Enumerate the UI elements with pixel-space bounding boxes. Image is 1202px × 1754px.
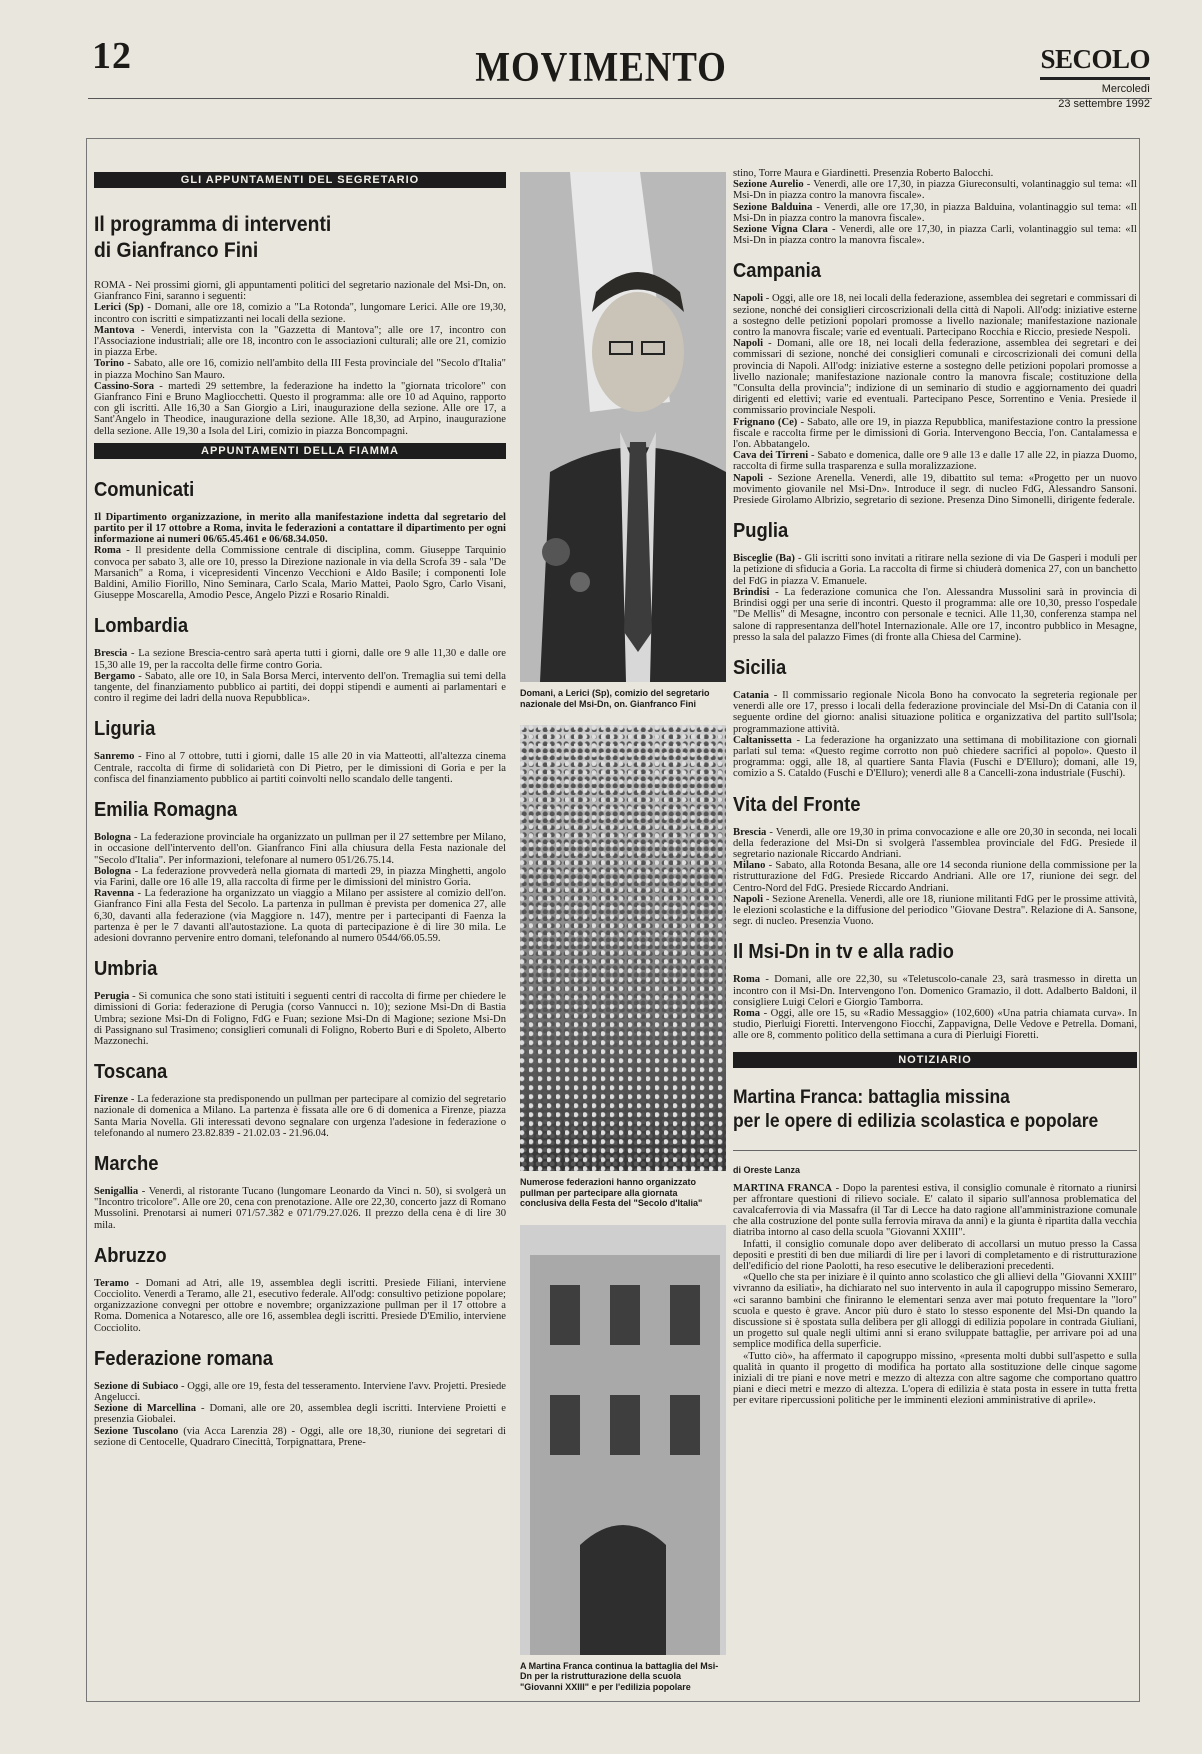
heading-umbria: Umbria [94, 958, 158, 981]
heading-tv-radio: Il Msi-Dn in tv e alla radio [733, 941, 954, 964]
paragraph-caltanissetta [733, 735, 1137, 780]
text-roma-radio: - Oggi, alle ore 15, su «Radio Messaggio» (102,600) «Una patria chiamata curva». In studio, Pierluigi Fioretti. Intervengono Fiocchi, Zappavigna, Delle Vedove e Petrella. Domani, alle ore 8, commento politico della settimana a cura di Pierluigi Fioretti. [733, 1007, 1137, 1042]
paragraph-brescia [94, 648, 506, 670]
label-balduina: Sezione Balduina [733, 201, 813, 213]
paragraph-martina-2: Infatti, il consiglio comunale dopo aver deliberato di accollarsi un mutuo presso la Cassa depositi e prestiti di ben due miliardi di lire per i lavori di completamento e di ristrutturazione dell'edificio del rione Paolotti, ha reso esecutive le deliberazioni precedenti. [733, 1238, 1137, 1272]
text-firenze: - La federazione sta predisponendo un pullman per partecipare al comizio del segretario nazionale di domenica a Milano. La partenza è fissata alle ore 6 di domenica a Firenze, piazza Santa Maria Novella. Gli interessati devono segnalare con urgenza l'adesione in federazione o telefonando al numero 23.82.839 - 21.02.03 - 21.96.04. [94, 1094, 506, 1139]
paragraph-bologna [94, 832, 506, 866]
heading-emilia-romagna: Emilia Romagna [94, 799, 238, 822]
photo-column [520, 172, 726, 1702]
paragraph-mantova [94, 325, 506, 359]
text-marcellina: - Domani, alle ore 20, assemblea degli iscritti. Interviene Proietti e presenzia Giobalei. [94, 1403, 506, 1426]
text-cava: - Sabato e domenica, dalle ore 9 alle 13 e dalle 17 alle 22, in piazza Duomo, raccolta di firme sulla trasparenza e sulla moralizzazione. [733, 450, 1137, 473]
label-bisceglie: Bisceglie (Ba) [733, 553, 795, 565]
paragraph-martina-1 [733, 1183, 1137, 1239]
text-catania: - Il commissario regionale Nicola Bono ha convocato la segreteria regionale per venerdì alle ore 17, presso i locali della federazione provinciale del Msi-Dn di Catania con il seguente ordine del giorno: analisi situazione politica e organizzativa del partito sull'Isola; programmazione attività. [733, 689, 1137, 735]
paragraph-napoli [733, 293, 1137, 338]
paragraph-frignano [733, 417, 1137, 451]
label-milano: Milano [733, 860, 766, 872]
label-aurelio: Sezione Aurelio [733, 179, 804, 191]
label-lerici: Lerici (Sp) [94, 302, 144, 314]
label-firenze: Firenze [94, 1094, 128, 1106]
paragraph-martina-4: «Tutto ciò», ha affermato il capogruppo missino, «presenta molti dubbi sull'aspetto e sulla qualità in quanto il progetto di modifica ha portato alla sostituzione delle cinque sagome iniziali di tre piani e nove metri e mezzo di altezza con altre sagome che comportano quattro piani e dieci metri e mezzo di altezza. L'opera di edilizia è stata posta in essere in tutta fretta per evitare ripercussioni politiche per le imminenti elezioni amministrative di aprile». [733, 1350, 1137, 1407]
text-brescia: - La sezione Brescia-centro sarà aperta tutti i giorni, dalle ore 9 alle 11,30 e dalle ore 15,30 alle 19, per la raccolta delle firme contro Goria. [94, 648, 506, 671]
label-roma-radio: Roma [733, 1007, 761, 1019]
text-caltanissetta: - La federazione ha organizzato una settimana di mobilitazione con giornali parlati sul tema: «Questo regime corrotto non può chiedere sacrifici al popolo». Questo il programma: oggi, alle 18, al quartiere Santa Flavia (Fuschi e D'Elluro); domani, alle 19, comizio a S. Cataldo (Fuschi e D'Elluro); venerdì alle 8 a Cancelli-zona industriale (Fuschi). [733, 734, 1137, 780]
text-ravenna: - La federazione ha organizzato un viaggio a Milano per assistere al comizio dell'on. Gianfranco Fini alla Festa del Secolo. La partenza in pullman è prevista per domenica 27, alle 6,30, davanti alla federazione (via Maggiore n. 147), mentre per i partecipanti di Faenza la partenza è per le 7 davanti all'autostazione. La quota di partecipazione è di lire 30 mila. Le adesioni dovranno pervenire entro domani, telefonando al numero 0544/66.05.59. [94, 888, 506, 944]
paragraph-roma-disciplina [94, 545, 506, 601]
text-bisceglie: - Gli iscritti sono invitati a ritirare nella sezione di via De Gasperi i moduli per la petizione di sfiducia a Goria. La raccolta di firme si chiuderà domenica 27, con un banchetto del FdG in piazza V. Emanuele. [733, 553, 1137, 587]
page-number: 12 [92, 35, 132, 77]
right-column [733, 168, 1137, 1698]
label-brindisi: Brindisi [733, 586, 770, 598]
label-senigallia: Senigallia [94, 1185, 139, 1197]
label-catania: Catania [733, 689, 769, 701]
paragraph-cava [733, 450, 1137, 472]
kicker-segretario: GLI APPUNTAMENTI DEL SEGRETARIO [94, 172, 506, 188]
label-napoli-2: Napoli [733, 338, 764, 350]
heading-abruzzo: Abruzzo [94, 1244, 167, 1267]
headline-martina-franca [733, 1086, 1105, 1134]
label-teramo: Teramo [94, 1277, 129, 1289]
byline: di Oreste Lanza [733, 1164, 801, 1175]
heading-toscana: Toscana [94, 1061, 168, 1084]
label-mantova: Mantova [94, 324, 135, 336]
paragraph-brindisi [733, 587, 1137, 643]
text-napoli-3: - Sezione Arenella. Venerdì, alle 19, dibattito sul tema: «Progetto per un nuovo movimento giovanile nel Msi-Dn». Introduce il segr. di nucleo FdG, Alessandro Sansoni. Presiede Girolamo Albrizio, segretario di sezione. Presenza Dino Simonelli, dirigente federale. [733, 472, 1137, 507]
text-vigna-clara: - Venerdì, alle ore 17,30, in piazza Carli, volantinaggio sul tema: «Il Msi-Dn in piazza contro la manovra fiscale». [733, 224, 1137, 247]
paragraph-vigna-clara [733, 224, 1137, 246]
paragraph-napoli-4 [733, 894, 1137, 928]
caption-school: A Martina Franca continua la battaglia del Msi-Dn per la ristrutturazione della scuola "Giovanni XXIII" e per l'edilizia popolare [520, 1660, 719, 1692]
text-mantova: - Venerdì, intervista con la "Gazzetta di Mantova"; alle ore 17, incontro con l'Associazione industriali; alle ore 18, incontro con le associazioni culturali; alle ore 21, comizio in piazza Erbe. [94, 324, 506, 359]
label-subiaco: Sezione di Subiaco [94, 1380, 179, 1392]
text-bologna: - La federazione provinciale ha organizzato un pullman per il 27 settembre per Milano, in occasione dell'intervento dell'on. Gianfranco Fini alla chiusura della Festa nazionale del "Secolo d'Italia". Per informazioni, telefonare al numero 051/26.75.14. [94, 832, 506, 866]
label-tuscolano: Sezione Tuscolano [94, 1425, 179, 1437]
text-napoli-4: - Sezione Arenella. Venerdì, alle ore 18, riunione militanti FdG per le prossime attività, le elezioni scolastiche e la diffusione del periodico "Giovane Destra". Relazione di A. Sansone, segr. di nucleo. Presenzia Vuono. [733, 893, 1137, 928]
newspaper-logo: SECOLO [1040, 44, 1150, 80]
paragraph-continuation: stino, Torre Maura e Giardinetti. Presenzia Roberto Balocchi. [733, 168, 994, 179]
text-senigallia: - Venerdì, al ristorante Tucano (lungomare Leonardo da Vinci n. 50), si svolgerà un "Incontro tricolore". Alle ore 20, cena con prenotazione. Alle ore 22,30, concerto jazz di Romano Mussolini. Prenotarsi ai numeri 071/57.382 e 071/79.27.026. Il prezzo della cena è di lire 30 mila. [94, 1185, 506, 1231]
text-teramo: - Domani ad Atri, alle 19, assemblea degli iscritti. Presiede Filiani, interviene Cocciolito. Venerdì a Teramo, alle 21, esecutivo federale. All'odg: consultivo petizione popolare; organizzazione convegni per ottobre e novembre; organizzazione pullman per il 17 ottobre a Roma. Domenica a Notaresco, alle ore 16, assemblea degli iscritti. Presiede D'Emilio, interviene Cocciolito. [94, 1277, 506, 1334]
label-roma-disciplina: Roma [94, 545, 122, 557]
text-bergamo: - Sabato, alle ore 10, in Sala Borsa Merci, intervento dell'on. Tremaglia sui temi della tangente, del finanziamento pubblico ai partiti, dei doppi stipendi e aumenti ai parlamentari e contro il regime dei ladri della nuova Repubblica». [94, 670, 506, 705]
label-caltanissetta: Caltanissetta [733, 734, 792, 746]
label-cassino: Cassino-Sora [94, 380, 155, 392]
building-illustration [520, 1225, 726, 1655]
text-subiaco: - Oggi, alle ore 19, festa del tesseramento. Interviene l'avv. Projetti. Presiede Angelucci. [94, 1380, 506, 1403]
text-cassino: - martedì 29 settembre, la federazione ha indetto la "giornata tricolore" con Gianfranco Fini e Bruno Magliocchetti. Questo il programma: alle ore 10 ad Aquino, rapporto con gli iscritti. Alle 16,30 a San Giorgio a Liri, inaugurazione della sezione. Alle ore 17, a Sant'Angelo in Theodice, inaugurazione della sezione. Alle 18,30, ad Arpino, inaugurazione della sezione. Alle 19,30 a Isola del Liri, comizio in piazza Boncompagni. [94, 380, 506, 437]
heading-puglia: Puglia [733, 520, 789, 543]
label-napoli-3: Napoli [733, 472, 764, 484]
label-roma-tv: Roma [733, 974, 761, 986]
label-perugia: Perugia [94, 991, 130, 1003]
paragraph-perugia [94, 991, 506, 1047]
label-martina: MARTINA FRANCA [733, 1182, 833, 1194]
caption-crowd: Numerose federazioni hanno organizzato pullman per partecipare alla giornata conclusiva della Festa del "Secolo d'Italia" [520, 1177, 703, 1208]
headline-fini [94, 212, 473, 264]
paragraph-aurelio [733, 179, 1137, 201]
text-roma-disciplina: - Il presidente della Commissione centrale di disciplina, comm. Giuseppe Tarquinio convoca per sabato 3, alle ore 10, presso la Direzione nazionale in via della Scrofa 39 - sala "De Marsanich" a Roma, i vicepresidenti Vincenzo Vecchioni e Aldo Basile; i componenti Iole Baldini, Amilio Fiorillo, Nino Seminara, Carlo Scala, Mario Mattei, Paolo Sgro, Carlo Visani, Giuseppe Moscarella, Amodio Pesce, Angelo Pizzi e Rosario Rinaldi. [94, 545, 506, 602]
photo-crowd [520, 725, 726, 1171]
paragraph-roma-tv [733, 974, 1137, 1008]
label-bologna: Bologna [94, 832, 132, 844]
paragraph-marcellina [94, 1403, 506, 1425]
paragraph-brescia-fdg [733, 827, 1137, 861]
text-bologna-2: - La federazione provvederà nella giornata di martedì 29, in piazza Minghetti, angolo via Farini, dalle ore 16 alle 19, alla raccolta di firme per le dimissioni del ministro Goria. [94, 865, 506, 888]
label-napoli: Napoli [733, 293, 764, 305]
paragraph-firenze [94, 1094, 506, 1139]
heading-sicilia: Sicilia [733, 656, 787, 679]
paragraph-catania [733, 690, 1137, 735]
label-brescia-fdg: Brescia [733, 826, 767, 838]
paragraph-roma-radio [733, 1008, 1137, 1042]
photo-fini-portrait [520, 172, 726, 682]
masthead [1000, 44, 1150, 110]
paragraph-tuscolano [94, 1426, 506, 1448]
label-sanremo: Sanremo [94, 751, 135, 763]
paragraph-bologna-2 [94, 866, 506, 888]
text-roma-tv: - Domani, alle ore 22,30, su «Teletuscolo-canale 23, sarà trasmesso in diretta un incontro con il Msi-Dn. Intervengono l'on. Domenico Gramazio, il dott. Adalberto Baldoni, il consigliere Luigi Celori e Giorgio Tamborra. [733, 974, 1137, 1008]
text-napoli-2: - Domani, alle ore 18, nei locali della federazione, assemblea dei segretari e dei commissari di sezione, nonché dei consiglieri comunali e circoscrizionali dei comuni della provincia di Napoli. All'odg: iniziative esterne a sostegno delle petizioni popolari promosse a livello nazionale; manifestazione nazionale contro la manovra fiscale; costituzione della "Consulta della provincia"; indizione di un seminario di studio e aggiornamento dei quadri dirigenti ed elettivi; varie ed eventuali. Partecipano Pesce, Sorrentino e Venia. Presiede il commissario provinciale Nespoli. [733, 338, 1137, 417]
label-marcellina: Sezione di Marcellina [94, 1403, 197, 1415]
caption-fini: Domani, a Lerici (Sp), comizio del segretario nazionale del Msi-Dn, on. Gianfranco Fini [520, 688, 710, 709]
paragraph-ravenna [94, 888, 506, 944]
paragraph-napoli-2 [733, 338, 1137, 416]
label-bologna-2: Bologna [94, 865, 132, 877]
paragraph-cassino [94, 381, 506, 437]
label-bergamo: Bergamo [94, 670, 136, 682]
heading-lombardia: Lombardia [94, 615, 189, 638]
section-title: MOVIMENTO [475, 45, 727, 91]
text-milano: - Sabato, alla Rotonda Besana, alle ore 14 seconda riunione della commissione per la ristrutturazione del FdG. Presiede Riccardo Andriani. Alle ore 17, riunione dei segr. del Centro-Nord del FdG. Presiede Riccardo Andriani. [733, 860, 1137, 894]
text-lerici: - Domani, alle ore 18, comizio a "La Rotonda", lungomare Lerici. Alle ore 19,30, incontro con iscritti e simpatizzanti nei locali della sezione. [94, 302, 506, 325]
text-torino: - Sabato, alle ore 16, comizio nell'ambito della III Festa provinciale del "Secolo d'Italia" in piazza Mochino San Mauro. [94, 358, 506, 381]
header-rule [88, 98, 1152, 99]
paragraph-lerici [94, 302, 506, 324]
heading-comunicati: Comunicati [94, 478, 195, 501]
label-vigna-clara: Sezione Vigna Clara [733, 224, 828, 236]
photo-school-building [520, 1225, 726, 1655]
label-torino: Torino [94, 358, 125, 370]
text-tuscolano: (via Acca Larenzia 28) - Oggi, alle ore 18,30, riunione dei segretari di sezione di Centocelle, Quadraro Cinecittà, Torpignattara, Prene- [94, 1425, 506, 1448]
heading-vita-del-fronte: Vita del Fronte [733, 793, 861, 816]
headline-martina-line-1: Martina Franca: battaglia missina [733, 1086, 1010, 1108]
paragraph-torino [94, 358, 506, 380]
left-column [94, 172, 506, 1677]
kicker-notiziario: NOTIZIARIO [733, 1052, 1137, 1068]
heading-campania: Campania [733, 260, 821, 283]
paragraph-balduina [733, 202, 1137, 224]
text-brescia-fdg: - Venerdì, alle ore 19,30 in prima convocazione e alle ore 20,30 in seconda, nei locali della federazione del Msi-Dn si svolgerà l'assemblea provinciale del FdG. Presiede il segretario nazionale Riccardo Andriani. [733, 826, 1137, 860]
text-napoli: - Oggi, alle ore 18, nei locali della federazione, assemblea dei segretari e commissari di sezione, nonché dei consiglieri circoscrizionali della città di Napoli. All'odg: iniziative esterne a sostegno delle petizioni popolari promosse a livello nazionale; manifestazione nazionale contro la manovra fiscale; varie ed eventuali. Partecipano Rocchia e Riccio, presiede Nespoli. [733, 293, 1137, 339]
label-brescia: Brescia [94, 648, 128, 660]
paragraph-teramo [94, 1278, 506, 1334]
text-aurelio: - Venerdì, alle ore 17,30, in piazza Giureconsulti, volantinaggio sul tema: «Il Msi-Dn in piazza contro la manovra fiscale». [733, 179, 1137, 202]
label-frignano: Frignano (Ce) [733, 416, 798, 428]
kicker-fiamma: APPUNTAMENTI DELLA FIAMMA [94, 443, 506, 459]
label-ravenna: Ravenna [94, 888, 135, 900]
heading-marche: Marche [94, 1152, 159, 1175]
heading-liguria: Liguria [94, 718, 156, 741]
paragraph-milano [733, 860, 1137, 894]
label-napoli-4: Napoli [733, 893, 764, 905]
issue-date: 23 settembre 1992 [1058, 98, 1150, 110]
headline-martina-line-2: per le opere di edilizia scolastica e popolare [733, 1110, 1099, 1132]
text-sanremo: - Fino al 7 ottobre, tutti i giorni, dalle 15 alle 20 in via Matteotti, all'altezza cinema Centrale, raccolta di firme di solidarietà con Di Pietro, per le dimissioni di Goria e per la confisca del finanziamento pubblico ai partiti coinvolti nello scandalo delle tangenti. [94, 751, 506, 785]
headline-line-2: di Gianfranco Fini [94, 239, 259, 262]
paragraph-napoli-3 [733, 473, 1137, 507]
text-balduina: - Venerdì, alle ore 17,30, in piazza Balduina, volantinaggio sul tema: «Il Msi-Dn in piazza contro la manovra fiscale». [733, 201, 1137, 224]
paragraph-martina-3: «Quello che sta per iniziare è il quinto anno scolastico che gli allievi della "Giovanni XXIII" vivranno da esiliati», ha dichiarato nel suo intervento in aula il capogruppo missino Semeraro, «ci saranno bambini che finiranno le elementari senza aver mai potuto frequentare la "loro" scuola e questo è grave. Ancor più duro è stato lo stesso esponente del Msi-Dn quando la discussione si è spostata sulla delibera per gli alloggi di edilizia popolare in contrada Giuliani, un progetto sul quale negli ultimi anni si erano sviluppate battaglie, per arrivare poi ad una semplice modifica della superficie. [733, 1272, 1137, 1351]
portrait-illustration [520, 172, 726, 682]
headline-line-1: Il programma di interventi [94, 213, 332, 236]
paragraph-bisceglie [733, 553, 1137, 587]
paragraph-senigallia [94, 1186, 506, 1231]
paragraph-subiaco [94, 1381, 506, 1403]
text-perugia: - Si comunica che sono stati istituiti i seguenti centri di raccolta di firme per chiedere le dimissioni di Goria: federazione di Perugia (corso Vannucci n. 10); sezione Msi-Dn di Bastia Umbra; sezione Msi-Dn di Foligno, FdG e Fuan; sezione Msi-Dn di Magione; sezione Msi-Dn di Passignano sul Trasimeno; consiglieri comunali di Foligno, Roberto Buri e di Spoleto, Alberto Mazzonechi. [94, 991, 506, 1047]
paragraph-roma: ROMA - Nei prossimi giorni, gli appuntamenti politici del segretario nazionale del Msi-Dn, on. Gianfranco Fini, saranno i seguenti: [94, 280, 506, 303]
text-frignano: - Sabato, alle ore 19, in piazza Repubblica, manifestazione contro la pressione fiscale e raccolta firme per le dimissioni di Goria. Intervengono Beccia, l'on. Cantalamessa e l'on. Abbatangelo. [733, 416, 1137, 451]
label-cava: Cava dei Tirreni [733, 450, 809, 462]
heading-federazione-romana: Federazione romana [94, 1347, 273, 1370]
paragraph-sanremo [94, 751, 506, 785]
paragraph-bergamo [94, 671, 506, 705]
text-brindisi: - La federazione comunica che l'on. Alessandra Mussolini sarà in provincia di Brindisi oggi per una serie di incontri. Questo il programma: alle ore 10,30, presso l'ospedale "De Mellis" di Mesagne, incontro con personale e tecnici. Alle 11,30, conferenza stampa nel salone di rappresentanza dell'hotel Internazionale. Alle ore 17, incontro pubblico in Mesagne, presso la sala del palazzo Fimes (di fronte alla Chiesa del Carmine). [733, 586, 1137, 643]
issue-day: Mercoledì [1101, 83, 1150, 95]
article-rule [733, 1150, 1137, 1151]
text-martina-1: - Dopo la parentesi estiva, il consiglio comunale è ritornato a riunirsi per affrontare questioni di rilievo sociale. E' calato il sipario sull'annosa problematica del cavalcaferrovia di via Massafra (il Tar di Lecce ha dato ragione all'amministrazione comunale che alla costruzione del ponte sulla ferrovia mirava da anni) e la giunta è ripartita dalla vecchia diatriba intorno al caso della scuola "Giovanni XXIII". [733, 1182, 1137, 1239]
paragraph-comunicati: Il Dipartimento organizzazione, in merito alla manifestazione indetta dal segretario del partito per il 17 ottobre a Roma, invita le federazioni a contattare il dipartimento per ogni informazione ai numeri 06/65.45.461 e 06/68.34.050. [94, 511, 506, 546]
